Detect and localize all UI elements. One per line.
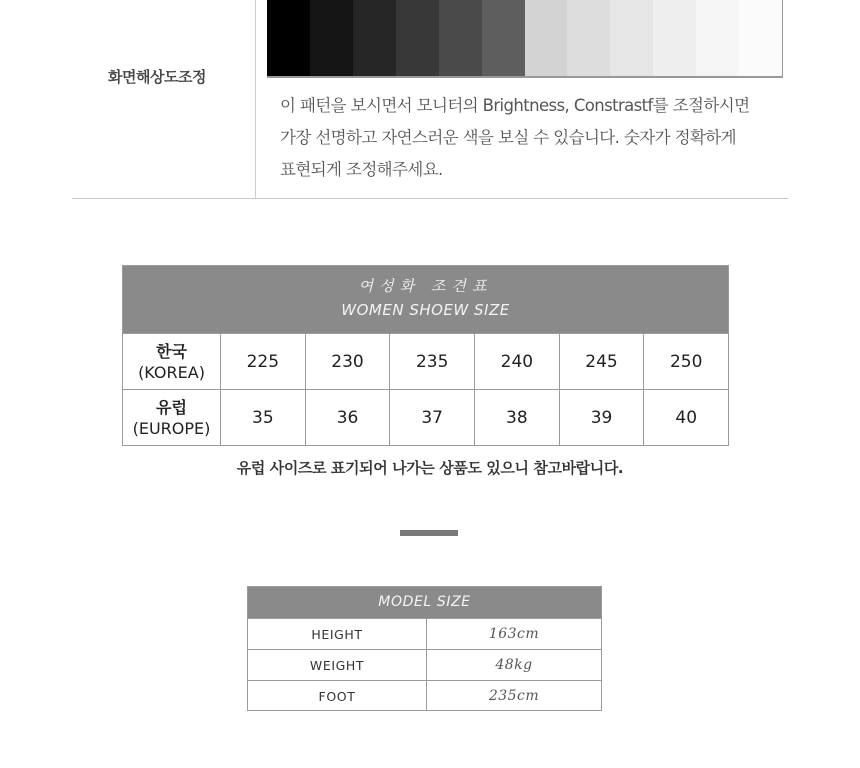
gray-swatch [696,0,739,76]
section-divider-line [72,198,788,199]
shoe-table-header [123,266,728,333]
model-attribute-value: 48kg [495,657,533,673]
description-line: 표현되게 조정해주세요. [280,160,443,179]
gray-swatch [353,0,396,76]
gray-swatch [567,0,610,76]
table-cell: 240 [475,334,560,389]
gray-swatch [310,0,353,76]
model-attribute-label: HEIGHT [248,619,427,649]
row-header-sublabel: (KOREA) [138,362,205,382]
table-row [248,618,601,649]
table-cell: 40 [675,408,698,428]
gray-swatch [396,0,439,76]
gray-swatch [439,0,482,76]
gray-swatch [482,0,525,76]
grayscale-calibration-pattern [267,0,783,78]
model-attribute-value: 163cm [488,626,540,642]
description-line: 가장 선명하고 자연스러운 색을 보실 수 있습니다. 숫자가 정확하게 [280,128,736,147]
table-cell: 39 [560,390,645,446]
table-cell: 36 [306,390,391,446]
calibration-label-cell [72,0,256,199]
table-cell: 245 [560,334,645,389]
table-row [123,389,728,446]
table-cell: 35 [221,390,306,446]
model-table-title: MODEL SIZE [248,587,601,618]
table-cell: 235 [390,334,475,389]
calibration-description [280,90,780,186]
row-header-label: 유럽 [156,398,187,417]
row-header-sublabel: (EUROPE) [132,419,211,438]
gray-swatch [525,0,568,76]
gray-swatch [653,0,696,76]
section-separator-bar [400,530,458,536]
table-cell: 38 [475,390,560,446]
table-row [248,649,601,680]
table-row [248,680,601,711]
table-cell: 37 [390,390,475,446]
description-line: 이 패턴을 보시면서 모니터의 Brightness, Constrastf를 조절하시면 [280,96,750,115]
model-size-table [247,586,602,711]
gray-swatch [739,0,782,76]
women-shoe-size-table [122,265,729,446]
table-row [123,333,728,389]
shoe-table-title-korean: 여성화 조견표 [358,277,493,295]
model-attribute-value: 235cm [488,688,540,704]
model-attribute-label: WEIGHT [248,650,427,680]
table-cell: 225 [221,334,306,389]
gray-swatch [610,0,653,76]
gray-swatch [267,0,310,76]
model-attribute-label: FOOT [248,681,427,711]
row-header-label: 한국 [156,341,187,361]
row-header-europe [123,390,221,446]
table-cell: 250 [669,351,703,372]
table-cell: 230 [306,334,391,389]
row-header-korea [123,334,221,389]
calibration-label: 화면해상도조정 [108,68,206,86]
shoe-table-title-english: WOMEN SHOEW SIZE [341,301,510,319]
shoe-size-note: 유럽 사이즈로 표기되어 나가는 상품도 있으니 참고바랍니다. [236,459,624,477]
